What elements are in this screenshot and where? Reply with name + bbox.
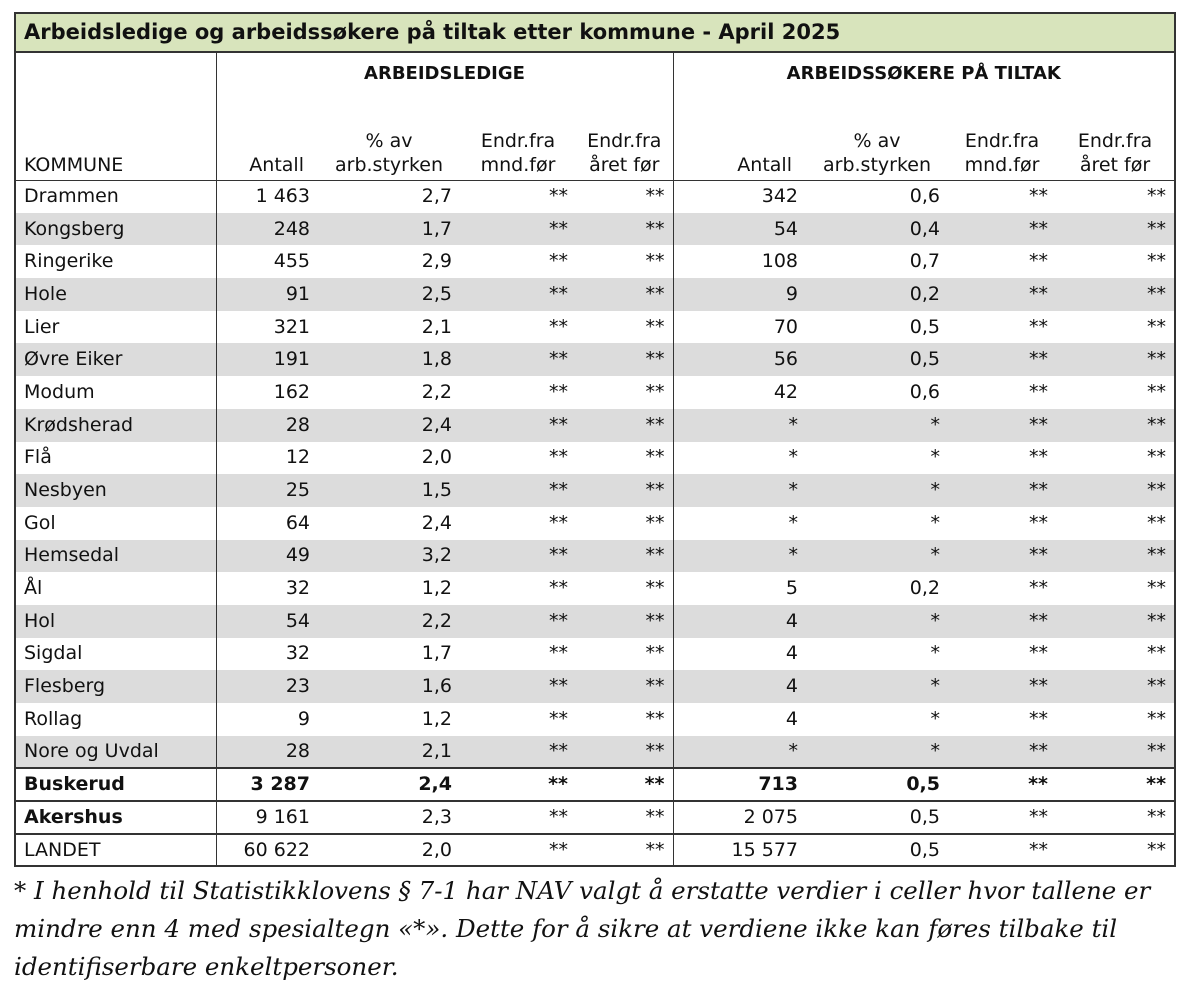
cell-a-aar: ** <box>645 642 665 665</box>
cell-a-mnd: ** <box>460 834 576 867</box>
cell-a-mnd: ** <box>460 540 576 573</box>
col-header-aar-line1: Endr.fra <box>587 130 662 152</box>
cell-t-antall: * <box>673 474 806 507</box>
col-header-aar-line2: året før <box>589 153 660 176</box>
cell-a-antall: 54 <box>216 605 318 638</box>
header-blank <box>15 52 216 110</box>
cell-a-antall: 23 <box>216 670 318 703</box>
cell-a-aar: ** <box>645 250 665 273</box>
cell-a-mnd: ** <box>460 768 576 801</box>
col-header-mnd <box>460 110 576 180</box>
cell-t-mnd: ** <box>1029 707 1048 730</box>
cell-t-aar: ** <box>1056 311 1175 344</box>
cell-t-aar: ** <box>1056 670 1175 703</box>
table-row <box>15 670 1175 703</box>
cell-t-antall: 4 <box>673 638 806 671</box>
table-row <box>15 180 1175 213</box>
col-header-kommune: KOMMUNE <box>15 110 216 180</box>
col-header-aar-tiltak-line2: året før <box>1079 153 1151 176</box>
cell-t-aar: ** <box>1056 736 1175 769</box>
cell-a-mnd: ** <box>460 474 576 507</box>
cell-a-antall: 9 161 <box>216 801 318 834</box>
table-row <box>15 572 1175 605</box>
cell-t-mnd: ** <box>948 474 1056 507</box>
cell-a-mnd: ** <box>549 446 568 469</box>
cell-t-antall: 70 <box>673 311 806 344</box>
cell-t-pct: * <box>930 446 940 469</box>
cell-t-aar: ** <box>1056 703 1175 736</box>
cell-t-mnd: ** <box>948 278 1056 311</box>
cell-a-antall: 162 <box>216 376 318 409</box>
cell-a-aar: ** <box>645 185 665 208</box>
cell-a-aar: ** <box>645 380 665 403</box>
cell-t-pct: * <box>806 540 948 573</box>
cell-t-pct: * <box>806 736 948 769</box>
cell-a-antall: 32 <box>216 572 318 605</box>
cell-t-aar: ** <box>1056 409 1175 442</box>
cell-name: Drammen <box>15 180 216 213</box>
cell-a-pct: 2,3 <box>318 801 460 834</box>
cell-a-pct: 1,7 <box>421 642 452 665</box>
col-header-pct-line1: % av <box>365 130 413 152</box>
col-header-aar-tiltak-line1: Endr.fra <box>1077 130 1153 152</box>
cell-t-mnd: ** <box>948 834 1056 867</box>
cell-t-mnd: ** <box>948 540 1056 573</box>
cell-a-antall: 32 <box>216 638 318 671</box>
cell-a-mnd: ** <box>460 670 576 703</box>
cell-t-antall: * <box>673 409 806 442</box>
cell-a-mnd: ** <box>460 801 576 834</box>
cell-a-aar: ** <box>576 540 673 573</box>
table-row <box>15 245 1175 278</box>
cell-a-antall: 12 <box>216 442 318 475</box>
cell-a-antall: 1 463 <box>216 180 318 213</box>
cell-t-mnd: ** <box>948 213 1056 246</box>
column-header-row <box>15 110 1175 180</box>
cell-a-antall: 25 <box>216 474 318 507</box>
cell-t-pct: 0,7 <box>909 250 940 273</box>
cell-t-antall: * <box>673 540 806 573</box>
cell-a-pct: 1,2 <box>421 707 452 730</box>
cell-t-pct: * <box>806 670 948 703</box>
cell-t-mnd: ** <box>948 736 1056 769</box>
cell-a-aar: ** <box>645 577 665 600</box>
cell-a-mnd: ** <box>460 343 576 376</box>
cell-t-pct: * <box>930 511 940 534</box>
cell-name: Hol <box>15 605 216 638</box>
cell-a-antall: 60 622 <box>216 834 318 867</box>
group-header-tiltak: ARBEIDSSØKERE PÅ TILTAK <box>673 52 1175 110</box>
table-title: Arbeidsledige og arbeidssøkere på tiltak etter kommune - April 2025 <box>15 13 1175 52</box>
cell-t-aar: ** <box>1056 376 1175 409</box>
col-header-mnd-line2: mnd.før <box>480 153 556 176</box>
cell-a-pct: 2,0 <box>421 446 452 469</box>
cell-a-pct: 2,0 <box>318 834 460 867</box>
total-row <box>15 834 1175 867</box>
cell-t-pct: 0,5 <box>909 315 940 338</box>
cell-a-mnd: ** <box>549 185 568 208</box>
col-header-pct-tiltak-line2: arb.styrken <box>822 153 932 176</box>
cell-a-antall: 49 <box>216 540 318 573</box>
cell-a-antall: 28 <box>216 736 318 769</box>
cell-t-antall: 2 075 <box>673 801 806 834</box>
cell-t-antall: 342 <box>673 180 806 213</box>
cell-t-mnd: ** <box>1029 250 1048 273</box>
table-row <box>15 311 1175 344</box>
cell-t-pct: 0,5 <box>806 834 948 867</box>
cell-name: LANDET <box>15 834 216 867</box>
cell-t-pct: * <box>930 642 940 665</box>
cell-t-aar: ** <box>1056 507 1175 540</box>
cell-a-aar: ** <box>576 213 673 246</box>
cell-a-pct: 2,2 <box>318 605 460 638</box>
cell-t-antall: * <box>673 442 806 475</box>
cell-t-pct: * <box>806 409 948 442</box>
total-row <box>15 801 1175 834</box>
col-header-aar-tiltak <box>1056 110 1175 180</box>
cell-name: Gol <box>15 507 216 540</box>
col-header-mnd-tiltak <box>948 110 1056 180</box>
cell-a-pct: 2,4 <box>318 768 460 801</box>
unemployment-table <box>14 12 1176 867</box>
cell-t-mnd: ** <box>1029 380 1048 403</box>
cell-t-antall: 4 <box>673 703 806 736</box>
title-row <box>15 13 1175 52</box>
table-row <box>15 703 1175 736</box>
cell-t-pct: 0,5 <box>806 343 948 376</box>
cell-t-mnd: ** <box>1029 511 1048 534</box>
cell-a-pct: 3,2 <box>318 540 460 573</box>
cell-a-aar: ** <box>576 343 673 376</box>
cell-t-aar: ** <box>1056 213 1175 246</box>
col-header-pct <box>318 110 460 180</box>
cell-a-pct: 2,1 <box>318 736 460 769</box>
cell-name: Buskerud <box>15 768 216 801</box>
cell-name: Nesbyen <box>15 474 216 507</box>
cell-t-antall: * <box>673 507 806 540</box>
cell-a-antall: 191 <box>216 343 318 376</box>
cell-a-antall: 248 <box>216 213 318 246</box>
cell-a-aar: ** <box>645 446 665 469</box>
cell-name: Flesberg <box>15 670 216 703</box>
cell-name: Sigdal <box>15 638 216 671</box>
cell-name: Akershus <box>15 801 216 834</box>
cell-a-pct: 1,8 <box>318 343 460 376</box>
cell-name: Flå <box>15 442 216 475</box>
cell-a-aar: ** <box>576 670 673 703</box>
cell-t-antall: 4 <box>673 670 806 703</box>
cell-t-pct: 0,5 <box>806 768 948 801</box>
cell-t-aar: ** <box>1056 180 1175 213</box>
cell-t-aar: ** <box>1056 638 1175 671</box>
table-row <box>15 278 1175 311</box>
cell-name: Hemsedal <box>15 540 216 573</box>
cell-a-mnd: ** <box>549 577 568 600</box>
cell-t-pct: 0,2 <box>909 577 940 600</box>
cell-t-antall: 108 <box>673 245 806 278</box>
table-row <box>15 213 1175 246</box>
cell-a-mnd: ** <box>460 605 576 638</box>
cell-name: Hole <box>15 278 216 311</box>
table-row <box>15 474 1175 507</box>
cell-a-aar: ** <box>645 315 665 338</box>
cell-t-mnd: ** <box>948 605 1056 638</box>
col-header-pct-tiltak <box>806 110 948 180</box>
cell-name: Lier <box>15 311 216 344</box>
cell-a-pct: 1,6 <box>318 670 460 703</box>
cell-a-pct: 2,9 <box>421 250 452 273</box>
cell-a-aar: ** <box>576 801 673 834</box>
cell-t-pct: 0,2 <box>806 278 948 311</box>
col-header-mnd-tiltak-line2: mnd.før <box>964 153 1040 176</box>
cell-a-mnd: ** <box>460 736 576 769</box>
table-row <box>15 605 1175 638</box>
footnote: * I henhold til Statistikklovens § 7-1 har NAV valgt å erstatte verdier i celler hvor tallene er mindre enn 4 med spesialtegn «*». Dette for å sikre at verdiene ikke kan føres tilbake til identifiserbare enkeltpersoner. <box>14 876 1151 981</box>
cell-a-pct: 2,4 <box>421 511 452 534</box>
cell-a-pct: 2,5 <box>318 278 460 311</box>
cell-a-antall: 9 <box>216 703 318 736</box>
cell-t-aar: ** <box>1056 540 1175 573</box>
cell-t-aar: ** <box>1056 474 1175 507</box>
cell-t-aar: ** <box>1056 605 1175 638</box>
cell-a-aar: ** <box>645 707 665 730</box>
cell-t-mnd: ** <box>1029 446 1048 469</box>
cell-t-mnd: ** <box>948 409 1056 442</box>
cell-name: Nore og Uvdal <box>15 736 216 769</box>
cell-t-pct: 0,6 <box>909 380 940 403</box>
col-header-aar <box>576 110 673 180</box>
cell-a-aar: ** <box>576 278 673 311</box>
cell-a-antall: 3 287 <box>216 768 318 801</box>
cell-a-mnd: ** <box>460 409 576 442</box>
cell-a-aar: ** <box>576 409 673 442</box>
cell-t-antall: 9 <box>673 278 806 311</box>
cell-t-antall: 42 <box>673 376 806 409</box>
cell-t-aar: ** <box>1056 278 1175 311</box>
cell-t-aar: ** <box>1056 768 1175 801</box>
cell-a-pct: 2,2 <box>421 380 452 403</box>
cell-t-pct: 0,4 <box>806 213 948 246</box>
col-header-mnd-line1: Endr.fra <box>480 130 556 152</box>
cell-t-antall: * <box>673 736 806 769</box>
cell-name: Krødsherad <box>15 409 216 442</box>
cell-a-pct: 1,7 <box>318 213 460 246</box>
cell-t-mnd: ** <box>1029 315 1048 338</box>
cell-a-mnd: ** <box>549 511 568 534</box>
cell-t-pct: 0,6 <box>909 185 940 208</box>
cell-t-aar: ** <box>1056 572 1175 605</box>
cell-a-antall: 91 <box>216 278 318 311</box>
cell-a-mnd: ** <box>549 250 568 273</box>
cell-a-mnd: ** <box>549 707 568 730</box>
cell-name: Ål <box>15 572 216 605</box>
cell-a-pct: 2,7 <box>421 185 452 208</box>
cell-t-antall: 54 <box>673 213 806 246</box>
cell-t-pct: * <box>930 707 940 730</box>
cell-a-mnd: ** <box>460 213 576 246</box>
col-header-pct-tiltak-line1: % av <box>853 130 901 152</box>
cell-t-aar: ** <box>1056 343 1175 376</box>
cell-a-aar: ** <box>576 605 673 638</box>
cell-a-mnd: ** <box>549 380 568 403</box>
table-row <box>15 376 1175 409</box>
cell-name: Modum <box>15 376 216 409</box>
table-row <box>15 540 1175 573</box>
cell-t-aar: ** <box>1056 442 1175 475</box>
cell-t-pct: * <box>806 605 948 638</box>
table-row <box>15 736 1175 769</box>
cell-t-antall: 56 <box>673 343 806 376</box>
cell-a-pct: 1,5 <box>318 474 460 507</box>
cell-a-mnd: ** <box>549 642 568 665</box>
cell-t-aar: ** <box>1056 834 1175 867</box>
cell-t-mnd: ** <box>948 768 1056 801</box>
col-header-antall: Antall <box>216 110 318 180</box>
col-header-antall-tiltak: Antall <box>673 110 806 180</box>
col-header-pct-line2: arb.styrken <box>334 153 444 176</box>
cell-name: Kongsberg <box>15 213 216 246</box>
cell-a-aar: ** <box>576 768 673 801</box>
col-header-mnd-tiltak-line1: Endr.fra <box>964 130 1040 152</box>
cell-name: Ringerike <box>15 245 216 278</box>
cell-a-mnd: ** <box>549 315 568 338</box>
cell-t-antall: 5 <box>673 572 806 605</box>
group-header-arbeidsledige: ARBEIDSLEDIGE <box>216 52 673 110</box>
cell-t-mnd: ** <box>1029 577 1048 600</box>
cell-t-pct: * <box>806 474 948 507</box>
cell-t-mnd: ** <box>1029 185 1048 208</box>
cell-t-mnd: ** <box>948 670 1056 703</box>
cell-a-mnd: ** <box>460 278 576 311</box>
cell-t-antall: 713 <box>673 768 806 801</box>
cell-a-antall: 455 <box>216 245 318 278</box>
cell-a-aar: ** <box>576 474 673 507</box>
table-row <box>15 409 1175 442</box>
cell-t-aar: ** <box>1056 801 1175 834</box>
table-row <box>15 507 1175 540</box>
cell-a-pct: 2,1 <box>421 315 452 338</box>
cell-t-mnd: ** <box>948 343 1056 376</box>
group-header-row <box>15 52 1175 110</box>
cell-a-aar: ** <box>576 736 673 769</box>
total-row <box>15 768 1175 801</box>
cell-name: Øvre Eiker <box>15 343 216 376</box>
cell-a-aar: ** <box>645 511 665 534</box>
cell-t-pct: 0,5 <box>806 801 948 834</box>
cell-a-antall: 28 <box>216 409 318 442</box>
table-row <box>15 638 1175 671</box>
cell-t-antall: 4 <box>673 605 806 638</box>
table-container <box>14 12 1174 867</box>
cell-a-antall: 64 <box>216 507 318 540</box>
table-row <box>15 343 1175 376</box>
cell-t-mnd: ** <box>1029 642 1048 665</box>
cell-t-antall: 15 577 <box>673 834 806 867</box>
cell-a-pct: 1,2 <box>421 577 452 600</box>
table-row <box>15 442 1175 475</box>
cell-a-antall: 321 <box>216 311 318 344</box>
cell-name: Rollag <box>15 703 216 736</box>
cell-t-mnd: ** <box>948 801 1056 834</box>
cell-a-aar: ** <box>576 834 673 867</box>
cell-a-pct: 2,4 <box>318 409 460 442</box>
cell-t-aar: ** <box>1056 245 1175 278</box>
